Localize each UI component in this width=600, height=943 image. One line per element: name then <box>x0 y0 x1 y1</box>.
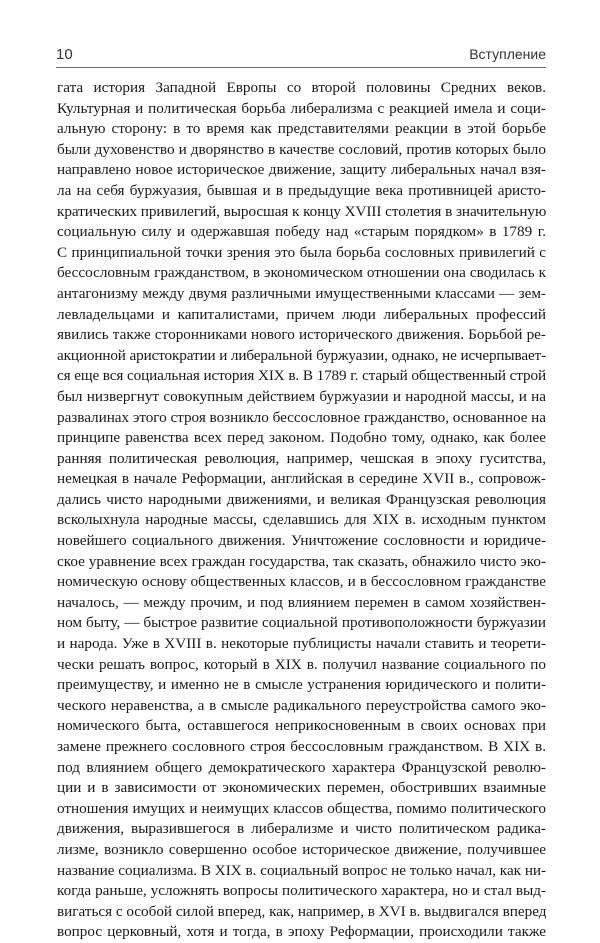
text-line: и народа. Уже в XVIII в. некоторые публицисты начали ставить и теорети- <box>57 635 546 653</box>
text-line: Культурная и политическая борьба либерализма с реакцией имела и соци- <box>57 99 546 117</box>
text-line: вигаться с особой силой вперед, как, например, в XVI в. выдвигался вперед <box>57 902 546 920</box>
text-line: номического быта, оставшегося неприкосновенным в своих основах при <box>57 717 546 735</box>
text-line: принципе равенства всех перед законом. Подобно тому, однако, как более <box>57 429 546 447</box>
text-line: акционной аристократии и либеральной буржуазии, однако, не исчерпывает- <box>57 346 546 364</box>
text-line: всколыхнула народные массы, сделавшись для XIX в. исходным пунктом <box>57 511 546 529</box>
text-line: дались чисто народными движениями, и великая Французская революция <box>57 490 546 508</box>
section-title: Вступление <box>469 46 546 62</box>
text-line: преимуществу, и именно не в смысле устранения юридического и полити- <box>57 676 546 694</box>
text-line: отношения имущих и неимущих классов общества, помимо политического <box>57 799 546 817</box>
text-line: движения, выразившегося в либерализме и чисто политическом радика- <box>57 820 546 838</box>
text-line: вопрос церковный, хотя и тогда, в эпоху Реформации, происходили также <box>57 923 546 941</box>
page-number: 10 <box>56 46 73 63</box>
body-text <box>57 78 546 943</box>
text-line: С принципиальной точки зрения это была борьба сословных привилегий с <box>57 243 546 261</box>
text-line: явились также сторонниками нового исторического движения. Борьбой ре- <box>57 326 546 344</box>
text-line: ранняя политическая революция, например, чешская в эпоху гуситства, <box>57 449 546 467</box>
text-line: новейшего социального движения. Уничтожение сословности и юридиче- <box>57 532 546 550</box>
text-line: альную сторону: в то время как представителями реакции в этой борьбе <box>57 120 546 138</box>
text-line: кратических привилегий, выросшая к концу XVIII столетия в значительную <box>57 202 546 220</box>
text-line: направлено новое историческое движение, защиту либеральных начал взя- <box>57 161 546 179</box>
running-header <box>56 46 546 66</box>
text-line: под влиянием общего демократического характера Французской револю- <box>57 758 546 776</box>
text-line: чески решать вопрос, который в XIX в. получил название социального по <box>57 655 546 673</box>
text-line: антагонизму между двумя различными имущественными классами — зем- <box>57 284 546 302</box>
text-line: началось, — между прочим, и под влиянием перемен в самом хозяйствен- <box>57 593 546 611</box>
header-rule <box>56 67 546 68</box>
text-line: ческого неравенства, а в смысле радикального переустройства самого эко- <box>57 696 546 714</box>
text-line: номическую основу общественных классов, и в бессословном гражданстве <box>57 573 546 591</box>
text-line: развалинах этого строя возникло бессословное гражданство, основанное на <box>57 408 546 426</box>
text-line: немецкая в начале Реформации, английская в середине XVII в., сопровож- <box>57 470 546 488</box>
text-line: лизме, возникло совершенно особое историческое движение, получившее <box>57 840 546 858</box>
text-line: бессословным гражданством, в экономическом отношении она сводилась к <box>57 264 546 282</box>
text-line: ном быту, — быстрое развитие социальной противоположности буржуазии <box>57 614 546 632</box>
text-line: левладельцами и капиталистами, причем люди либеральных профессий <box>57 305 546 323</box>
text-line: ся еще вся социальная история XIX в. В 1789 г. старый общественный строй <box>57 367 546 385</box>
text-line: был низвергнут совокупным действием буржуазии и народной массы, и на <box>57 387 546 405</box>
text-line: ское уравнение всех граждан государства, так сказать, обнажило чисто эко- <box>57 552 546 570</box>
text-line: когда раньше, усложнять вопросы политического характера, но и стал выд- <box>57 882 546 900</box>
text-line: ла на себя буржуазия, бывшая и в предыдущие века противницей аристо- <box>57 181 546 199</box>
text-line: название социализма. В XIX в. социальный вопрос не только начал, как ни- <box>57 861 546 879</box>
text-line: социальную силу и одержавшая победу над «старым порядком» в 1789 г. <box>57 223 546 241</box>
text-line: замене прежнего сословного строя бессословным гражданством. В XIX в. <box>57 738 546 755</box>
text-line: были духовенство и дворянство в качестве сословий, против которых было <box>57 140 546 158</box>
text-line: гата история Западной Европы со второй половины Средних веков. <box>57 79 546 96</box>
text-line: ции и в зависимости от экономических перемен, обостривших взаимные <box>57 779 546 797</box>
